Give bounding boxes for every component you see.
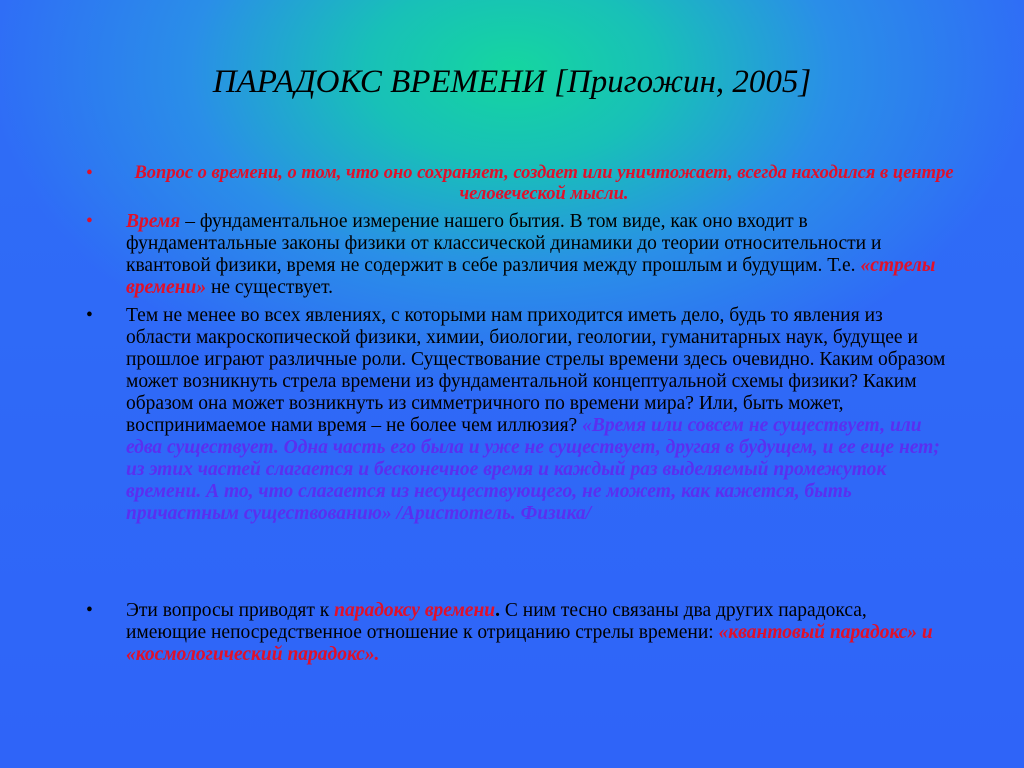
paradox-text-continued: С ним тесно связаны два других парадокса, имеющие непосредственное отношение к отрицанию стрелы времени: — [126, 600, 867, 643]
bullet-text-paradox — [126, 600, 946, 666]
bullet-marker: • — [86, 211, 93, 232]
paradox-text: Эти вопросы приводят к — [126, 600, 335, 621]
quantum-cosmological-paradox-highlight: «квантовый парадокс» и «космологический парадокс». — [126, 622, 933, 665]
paradox-dot: . — [495, 600, 501, 621]
slide-title: ПАРАДОКС ВРЕМЕНИ [Пригожин, 2005] — [212, 64, 812, 100]
bullet-text-phenomena — [126, 305, 946, 525]
bullet-marker: • — [86, 600, 93, 621]
bullet-marker: • — [86, 305, 93, 326]
bullet-text-time-definition — [126, 211, 946, 299]
arrow-of-time-highlight: «стрелы времени» — [126, 255, 936, 298]
aristotle-quote: «Время или совсем не существует, или едва существует. Одна часть его была и уже не существует, другая в будущем, и ее еще нет; из этих частей слагается и бесконечное время и каждый раз выделяемый промежуток времени. А то, что слагается из несуществующего, не может, как кажется, быть причастным существованию» /Аристотель. Физика/ — [126, 415, 940, 524]
definition-text-end: не существует. — [206, 277, 334, 298]
definition-text: – фундаментальное измерение нашего бытия. В том виде, как оно входит в фундаментальные законы физики от классической динамики до теории относительности и квантовой физики, время не содержит в себе различия между прошлым и будущим. Т.е. — [126, 211, 882, 276]
term-time: Время — [126, 211, 181, 232]
phenomena-text: Тем не менее во всех явлениях, с которыми нам приходится иметь дело, будь то явления из области макроскопической физики, химии, биологии, геологии, гуманитарных наук, будущее и прошлое играют различные роли. Существование стрелы времени здесь очевидно. Каким образом может возникнуть стрела времени из фундаментальной концептуальной схемы физики? Каким образом она может возникнуть из симметричного по времени мира? Или, быть может, воспринимаемое нами время – не более чем иллюзия? — [126, 305, 946, 436]
time-paradox-highlight: парадоксу времени — [334, 600, 496, 621]
bullet-text-question: Вопрос о времени, о том, что оно сохраняет, создает или уничтожает, всегда находился в центре человеческой мысли. — [134, 163, 954, 204]
bullet-marker: • — [86, 163, 93, 184]
